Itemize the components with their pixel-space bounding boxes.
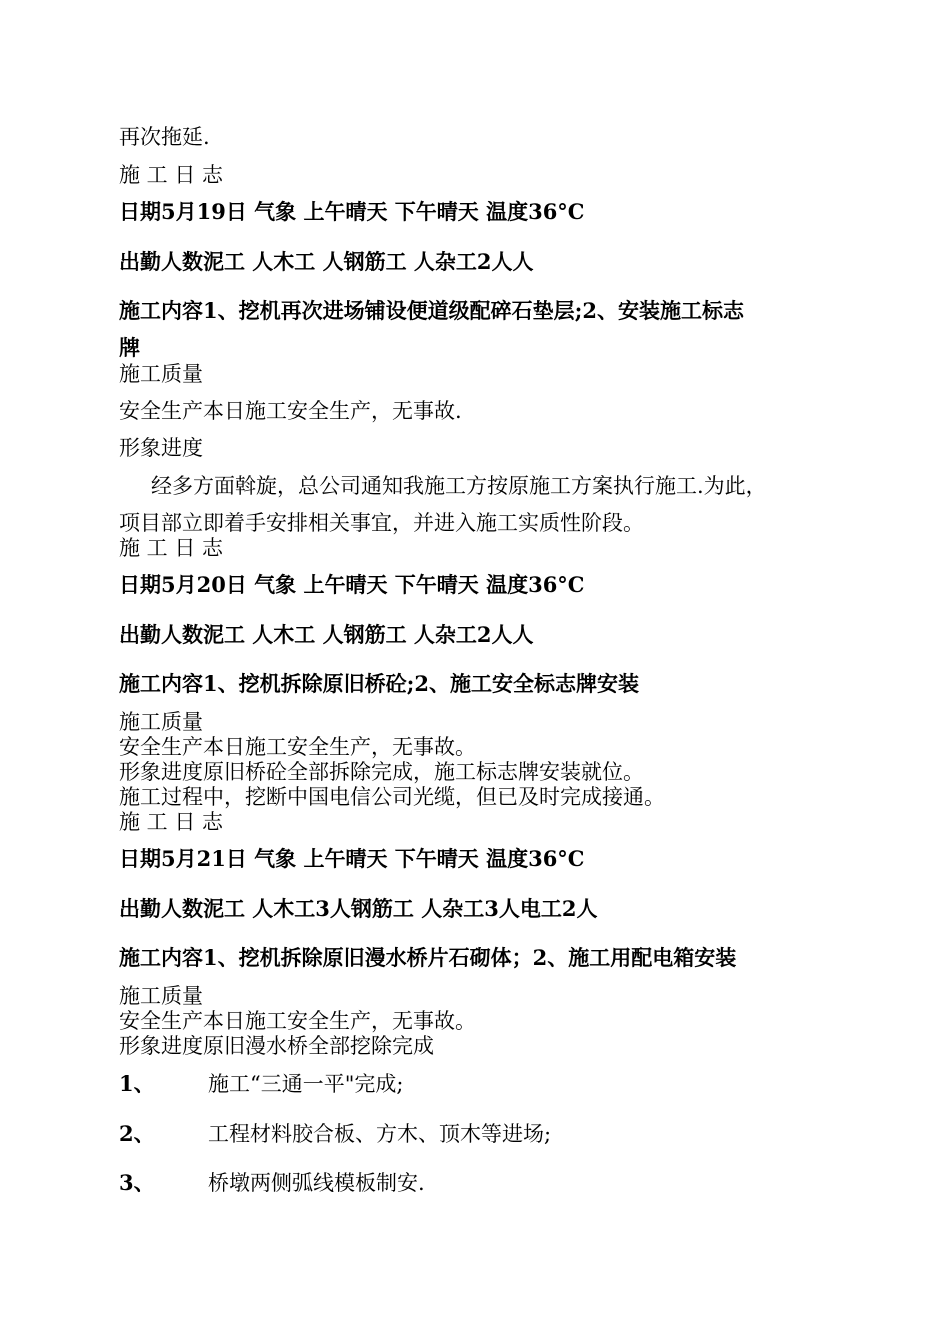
list-item-text: 工程材料胶合板、方木、顶木等进场; — [208, 1122, 552, 1146]
log-1-progress-detail: 经多方面斡旋，总公司通知我施工方按原施工方案执行施工.为此， — [151, 474, 767, 498]
log-3-work-content: 施工内容1、挖机拆除原旧漫水桥片石砌体；2、施工用配电箱安装 — [119, 945, 737, 970]
log-3-date-weather: 日期5月21日 气象 上午晴天 下午晴天 温度36°C — [119, 846, 585, 871]
log-1-progress-detail-cont: 项目部立即着手安排相关事宜，并进入施工实质性阶段。 — [119, 511, 644, 535]
log-3-quality: 施工质量 — [119, 984, 203, 1008]
log-2-progress: 形象进度原旧桥砼全部拆除完成，施工标志牌安装就位。 — [119, 760, 644, 784]
log-1-date-weather: 日期5月19日 气象 上午晴天 下午晴天 温度36°C — [119, 199, 585, 224]
list-item-text: 施工“三通一平"完成; — [208, 1072, 404, 1096]
log-2-date-weather: 日期5月20日 气象 上午晴天 下午晴天 温度36°C — [119, 572, 585, 597]
log-heading-2: 施 工 日 志 — [119, 536, 224, 560]
list-item-number: 3、 — [119, 1170, 155, 1195]
log-1-quality: 施工质量 — [119, 362, 203, 386]
log-2-attendance: 出勤人数泥工 人木工 人钢筋工 人杂工2人人 — [119, 622, 534, 647]
log-1-progress: 形象进度 — [119, 436, 203, 460]
text-line-continuation: 再次拖延. — [119, 125, 210, 149]
list-item-number: 2、 — [119, 1121, 155, 1146]
list-item-number: 1、 — [119, 1071, 155, 1096]
log-1-attendance: 出勤人数泥工 人木工 人钢筋工 人杂工2人人 — [119, 249, 534, 274]
log-2-work-content: 施工内容1、挖机拆除原旧桥砼;2、施工安全标志牌安装 — [119, 671, 639, 696]
log-2-quality: 施工质量 — [119, 710, 203, 734]
log-2-safety: 安全生产本日施工安全生产，无事故。 — [119, 735, 476, 759]
log-3-progress: 形象进度原旧漫水桥全部挖除完成 — [119, 1034, 434, 1058]
log-1-safety: 安全生产本日施工安全生产，无事故. — [119, 399, 462, 423]
log-1-work-content-cont: 牌 — [119, 335, 140, 360]
log-heading-3: 施 工 日 志 — [119, 810, 224, 834]
log-1-work-content: 施工内容1、挖机再次进场铺设便道级配碎石垫层;2、安装施工标志 — [119, 298, 744, 323]
log-2-note: 施工过程中，挖断中国电信公司光缆，但已及时完成接通。 — [119, 785, 665, 809]
list-item-text: 桥墩两侧弧线模板制安. — [208, 1171, 425, 1195]
log-3-attendance: 出勤人数泥工 人木工3人钢筋工 人杂工3人电工2人 — [119, 896, 598, 921]
log-heading-1: 施 工 日 志 — [119, 163, 224, 187]
log-3-safety: 安全生产本日施工安全生产，无事故。 — [119, 1009, 476, 1033]
